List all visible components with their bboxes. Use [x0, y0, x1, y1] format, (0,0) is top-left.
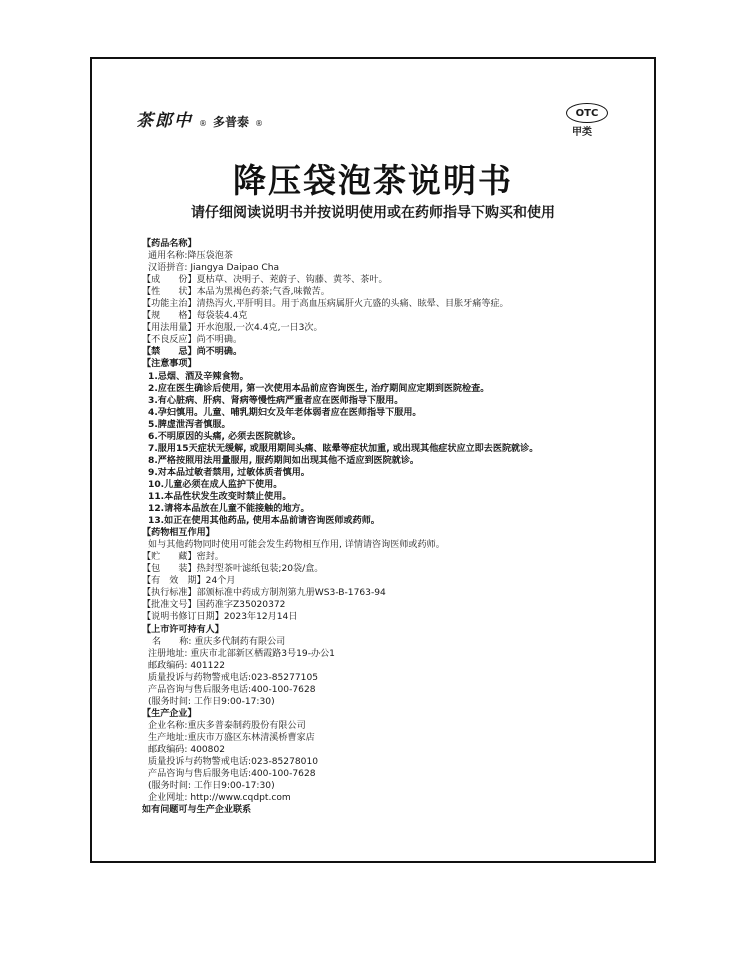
- text-line: 10.儿童必须在成人监护下使用。: [148, 479, 283, 490]
- text-line: 11.本品性状发生改变时禁止使用。: [148, 491, 292, 502]
- text-line: 通用名称:降压袋泡茶: [148, 251, 233, 262]
- page-subtitle: 请仔细阅读说明书并按说明使用或在药师指导下购买和使用: [191, 205, 555, 221]
- text-line: 3.有心脏病、肝病、肾病等慢性病严重者应在医师指导下服用。: [148, 395, 404, 406]
- text-line: 4.孕妇慎用。儿童、哺乳期妇女及年老体弱者应在医师指导下服用。: [148, 407, 422, 418]
- text-line: 7.服用15天症状无缓解, 或服用期间头痛、眩晕等症状加重, 或出现其他症状应立即去医院就诊。: [148, 443, 539, 454]
- brand-registered-mark: ®: [199, 119, 207, 128]
- text-line: 【不良反应】尚不明确。: [142, 335, 243, 346]
- text-line: 【禁 忌】尚不明确。: [142, 347, 243, 358]
- text-line: 如有问题可与生产企业联系: [142, 805, 252, 816]
- text-line: 【规 格】每袋装4.4克: [142, 311, 248, 322]
- text-line: 9.对本品过敏者禁用, 过敏体质者慎用。: [148, 467, 310, 478]
- page-title: 降压袋泡茶说明书: [233, 161, 513, 200]
- text-line: 【用法用量】开水泡服,一次4.4克,一日3次。: [142, 323, 323, 334]
- text-line: 【包 装】热封型茶叶滤纸包装;20袋/盒。: [142, 564, 324, 575]
- text-line: (服务时间: 工作日9:00-17:30): [148, 781, 275, 792]
- text-line: 质量投诉与药物警戒电话:023-85278010: [148, 757, 319, 768]
- text-line: (服务时间: 工作日9:00-17:30): [148, 696, 275, 707]
- text-line: 5.脾虚泄泻者慎服。: [148, 419, 231, 430]
- text-line: 【批准文号】国药准字Z35020372: [142, 600, 286, 611]
- text-line: 2.应在医生确诊后使用, 第一次使用本品前应咨询医生, 治疗期间应定期到医院检查。: [148, 383, 490, 394]
- text-line: 【贮 藏】密封。: [142, 552, 224, 563]
- text-line: 6.不明原因的头痛, 必须去医院就诊。: [148, 431, 301, 442]
- otc-badge: OTC: [566, 103, 608, 123]
- text-line: 【成 份】夏枯草、决明子、茺蔚子、钩藤、黄芩、茶叶。: [142, 275, 388, 286]
- text-line: 8.严格按照用法用量服用, 服药期间如出现其他不适应到医院就诊。: [148, 455, 420, 466]
- text-line: 企业名称:重庆多普泰制药股份有限公司: [148, 720, 306, 731]
- text-line: 产品咨询与售后服务电话:400-100-7628: [148, 684, 316, 695]
- leaflet-frame: [90, 57, 656, 863]
- text-line: 【上市许可持有人】: [142, 624, 224, 635]
- text-line: 产品咨询与售后服务电话:400-100-7628: [148, 769, 316, 780]
- text-line: 【功能主治】清热泻火,平肝明目。用于高血压病属肝火亢盛的头痛、眩晕、目胀牙痛等症。: [142, 299, 509, 310]
- leaflet-body: [142, 238, 642, 816]
- otc-category: 甲类: [572, 127, 592, 138]
- text-line: 生产地址:重庆市万盛区东林清溪桥曹家店: [148, 732, 315, 743]
- text-line: 1.忌烟、酒及辛辣食物。: [148, 371, 249, 382]
- text-line: 【生产企业】: [142, 708, 197, 719]
- text-line: 邮政编码: 400802: [148, 744, 226, 755]
- text-line: 邮政编码: 401122: [148, 660, 226, 671]
- text-line: 企业网址: http://www.cqdpt.com: [148, 793, 291, 804]
- text-line: 13.如正在使用其他药品, 使用本品前请咨询医师或药师。: [148, 516, 380, 527]
- text-line: 【注意事项】: [142, 359, 197, 370]
- brand-sub-registered-mark: ®: [255, 119, 264, 128]
- text-line: 【有 效 期】24个月: [142, 576, 236, 587]
- text-line: 【执行标准】部颁标准中药成方制剂第九册WS3-B-1763-94: [142, 588, 386, 599]
- brand-logo: [136, 106, 263, 131]
- brand-subname: 多普泰: [213, 115, 250, 129]
- text-line: 如与其他药物同时使用可能会发生药物相互作用, 详情请咨询医师或药师。: [148, 540, 445, 551]
- brand-name: 茶郎中: [136, 111, 193, 131]
- text-line: 注册地址: 重庆市北部新区栖霞路3号19-办公1: [148, 648, 335, 659]
- text-line: 【说明书修订日期】2023年12月14日: [142, 612, 298, 623]
- text-line: 【药物相互作用】: [142, 528, 215, 539]
- text-line: 名 称: 重庆多代制药有限公司: [152, 636, 286, 647]
- text-line: 【药品名称】: [142, 239, 197, 249]
- text-line: 【性 状】本品为黑褐色药茶;气香,味微苦。: [142, 287, 330, 298]
- text-line: 汉语拼音: Jiangya Daipao Cha: [148, 263, 280, 274]
- text-line: 质量投诉与药物警戒电话:023-85277105: [148, 672, 319, 683]
- text-line: 12.请将本品放在儿童不能接触的地方。: [148, 504, 310, 515]
